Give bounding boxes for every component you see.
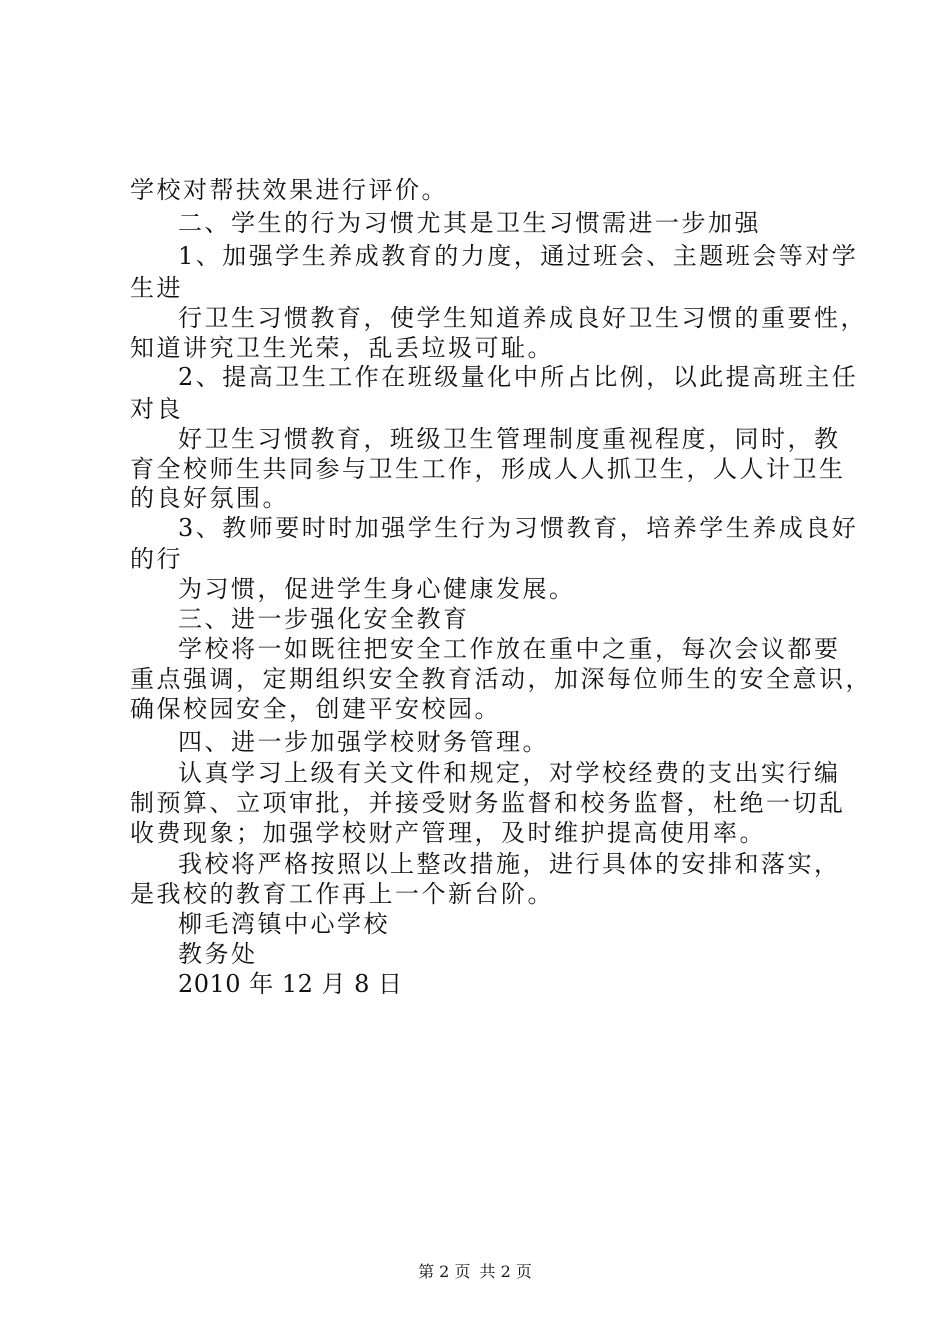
- body-line: 好卫生习惯教育，班级卫生管理制度重视程度，同时，教: [178, 425, 841, 453]
- body-line: 学校将一如既往把安全工作放在重中之重，每次会议都要: [178, 635, 841, 663]
- section-heading: 四、进一步加强学校财务管理。: [178, 728, 549, 756]
- signature-school: 柳毛湾镇中心学校: [178, 910, 390, 938]
- body-line: 的良好氛围。: [130, 484, 289, 512]
- body-line: 3、教师要时时加强学生行为习惯教育，培养学生养成良好: [178, 514, 859, 542]
- body-line: 为习惯，促进学生身心健康发展。: [178, 575, 576, 603]
- body-line: 收费现象；加强学校财产管理，及时维护提高使用率。: [130, 819, 766, 847]
- signature-office: 教务处: [178, 940, 258, 968]
- body-line: 生进: [130, 274, 183, 302]
- section-heading: 三、进一步强化安全教育: [178, 605, 470, 633]
- body-line: 认真学习上级有关文件和规定，对学校经费的支出实行编: [178, 759, 841, 787]
- body-line: 行卫生习惯教育，使学生知道养成良好卫生习惯的重要性，: [178, 304, 867, 332]
- body-line: 我校将严格按照以上整改措施，进行具体的安排和落实，: [178, 850, 841, 878]
- body-line: 重点强调，定期组织安全教育活动，加深每位师生的安全意识，: [130, 665, 872, 693]
- page-number: 第 2 页: [418, 1262, 471, 1281]
- body-line: 2、提高卫生工作在班级量化中所占比例，以此提高班主任: [178, 363, 859, 391]
- body-line: 育全校师生共同参与卫生工作，形成人人抓卫生，人人计卫生: [130, 455, 846, 483]
- signature-date: 2010 年 12 月 8 日: [178, 970, 403, 998]
- section-heading: 二、学生的行为习惯尤其是卫生习惯需进一步加强: [178, 209, 761, 237]
- body-line: 知道讲究卫生光荣，乱丢垃圾可耻。: [130, 334, 554, 362]
- page-total: 共 2 页: [479, 1262, 532, 1281]
- body-line: 的行: [130, 545, 183, 573]
- page-footer: [0, 1262, 950, 1282]
- body-line: 制预算、立项审批，并接受财务监督和校务监督，杜绝一切乱: [130, 789, 846, 817]
- body-line: 1、加强学生养成教育的力度，通过班会、主题班会等对学: [178, 242, 859, 270]
- body-line: 是我校的教育工作再上一个新台阶。: [130, 880, 554, 908]
- body-line: 对良: [130, 395, 183, 423]
- body-line: 确保校园安全，创建平安校园。: [130, 695, 501, 723]
- body-line: 学校对帮扶效果进行评价。: [130, 176, 448, 204]
